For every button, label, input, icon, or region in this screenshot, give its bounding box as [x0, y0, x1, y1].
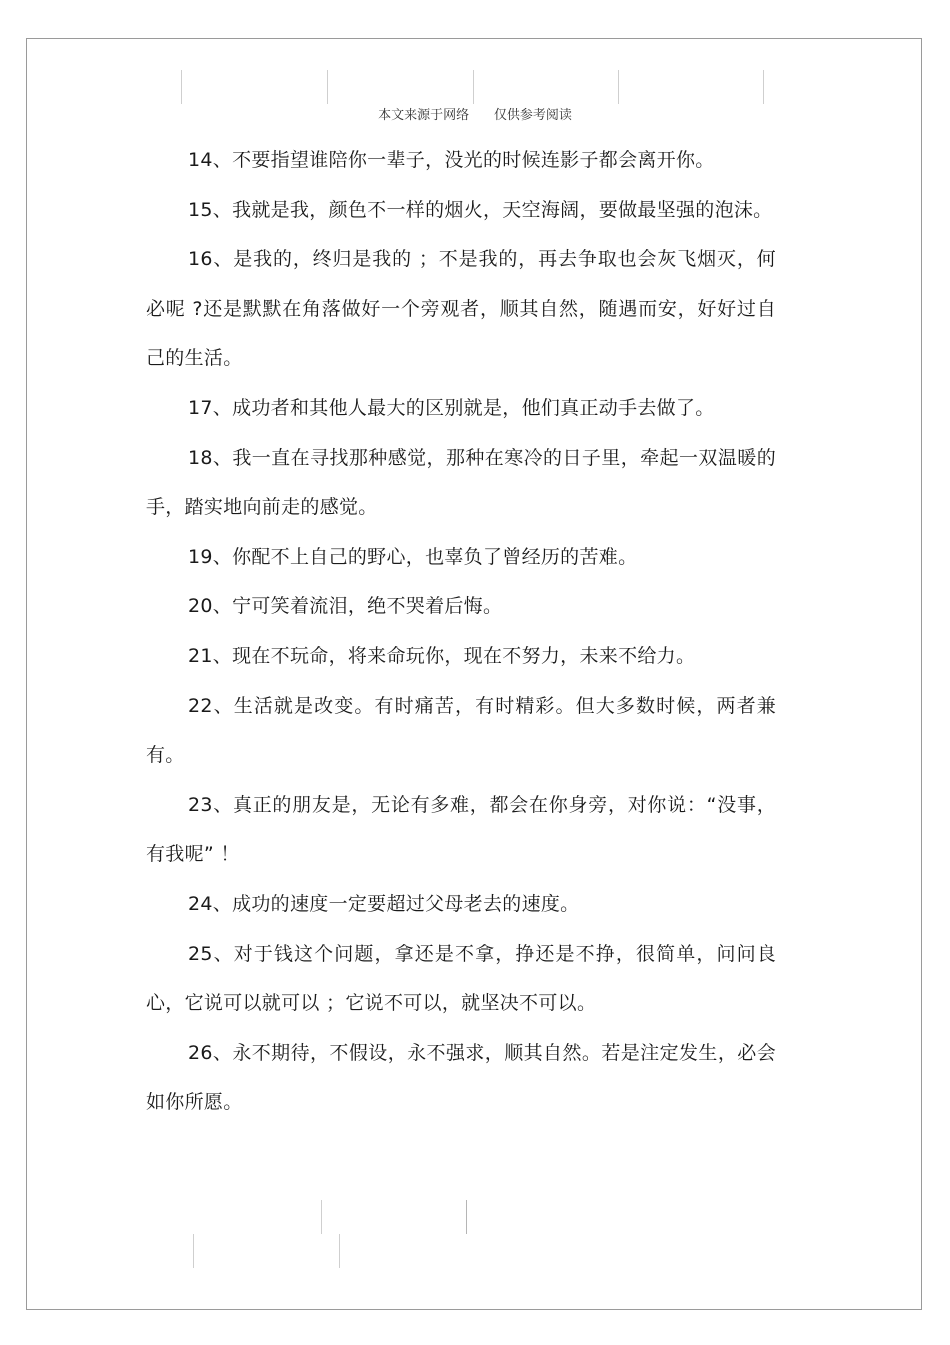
source-note: 本文来源于网络 仅供参考阅读 — [378, 108, 572, 123]
quote-paragraph: 18、我一直在寻找那种感觉，那种在寒冷的日子里，牵起一双温暖的手，踏实地向前走的感觉。 — [146, 446, 776, 519]
quote-paragraph: 25、对于钱这个问题，拿还是不拿，挣还是不挣，很简单，问问良心，它说可以就可以 ；它说不可以，就坚决不可以。 — [146, 942, 776, 1015]
quote-paragraph: 23、真正的朋友是，无论有多难，都会在你身旁，对你说：“没事，有我呢” ！ — [146, 793, 776, 866]
quote-paragraph: 24、成功的速度一定要超过父母老去的速度。 — [188, 892, 580, 915]
quote-paragraph: 19、你配不上自己的野心，也辜负了曾经历的苦难。 — [188, 545, 638, 568]
top-divider-mark — [473, 70, 474, 104]
bottom-divider-mark — [339, 1234, 340, 1268]
quote-paragraph: 17、成功者和其他人最大的区别就是，他们真正动手去做了。 — [188, 396, 715, 419]
quote-paragraph: 26、永不期待，不假设，永不强求，顺其自然。若是注定发生，必会如你所愿。 — [146, 1041, 776, 1114]
quote-list — [146, 136, 776, 1128]
bottom-divider-mark — [193, 1234, 194, 1268]
quote-paragraph: 15、我就是我，颜色不一样的烟火，天空海阔，要做最坚强的泡沫。 — [188, 198, 773, 221]
quote-paragraph: 22、生活就是改变。有时痛苦，有时精彩。但大多数时候，两者兼有。 — [146, 694, 776, 767]
bottom-divider-mark — [321, 1200, 322, 1234]
quote-paragraph: 14、不要指望谁陪你一辈子，没光的时候连影子都会离开你。 — [188, 149, 715, 171]
bottom-divider-mark — [466, 1200, 467, 1234]
top-divider-mark — [763, 70, 764, 104]
quote-paragraph: 20、宁可笑着流泪，绝不哭着后悔。 — [188, 595, 503, 618]
top-divider-mark — [618, 70, 619, 104]
quote-paragraph: 16、是我的，终归是我的 ；不是我的，再去争取也会灰飞烟灭，何必呢 ?还是默默在角落做好一个旁观者，顺其自然，随遇而安，好好过自己的生活。 — [146, 248, 776, 370]
quote-paragraph: 21、现在不玩命，将来命玩你，现在不努力，未来不给力。 — [188, 644, 696, 667]
top-divider-mark — [327, 70, 328, 104]
top-divider-mark — [181, 70, 182, 104]
